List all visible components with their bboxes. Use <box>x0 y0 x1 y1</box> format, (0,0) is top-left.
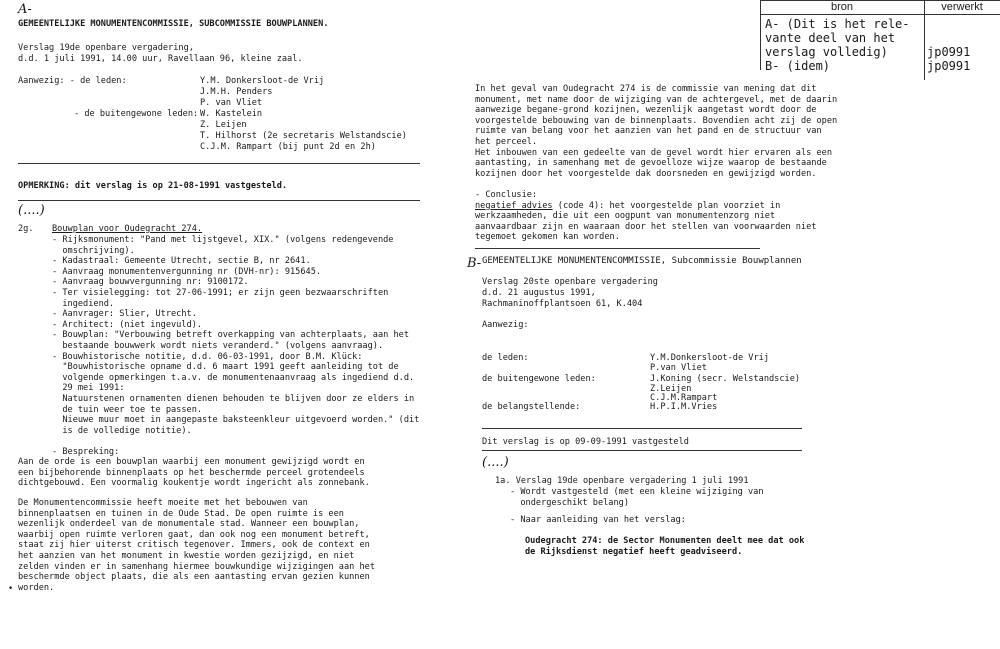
paragraph-line: het aanzien van het monument in kwestie worden gezijzigd, en niet <box>18 550 355 561</box>
member-name: C.J.M.Rampart <box>650 393 718 403</box>
item-title: Bouwplan voor Oudegracht 274. <box>52 224 203 234</box>
member-name: T. Hilhorst (2e secretaris Welstandscie) <box>200 131 407 141</box>
field-line: - Bouwplan: "Verbouwing betreft overkapping van achterplaats, aan het <box>52 330 409 341</box>
paragraph-line: een bijbehorende binnenplaats op het beschermde perceel grotendeels <box>18 467 365 478</box>
continued-paragraph <box>475 84 837 243</box>
ellipsis: (....) <box>18 203 45 218</box>
field-line: - Kadastraal: Gemeente Utrecht, sectie B, nr 2641. <box>52 256 311 267</box>
aanwezig-label: Aanwezig: <box>482 320 529 330</box>
advies-rest: (code 4): het voorgestelde plan voorziet in <box>552 200 781 211</box>
verwerkt-header: verwerkt <box>941 1 983 13</box>
field-line: de tuin weer toe te passen. <box>52 404 203 415</box>
paragraph-line: monument, met name door de wijziging van de achtergevel, met de daarin <box>475 94 838 105</box>
divider <box>482 428 802 429</box>
member-name: H.P.I.M.Vries <box>650 402 718 412</box>
field-line: - Architect: (niet ingevuld). <box>52 319 203 330</box>
doc-b-title: GEMEENTELIJKE MONUMENTENCOMMISSIE, Subcommissie Bouwplannen <box>482 256 802 266</box>
doc-b-mark: B- <box>467 256 482 271</box>
vastgesteld: Dit verslag is op 09-09-1991 vastgesteld <box>482 437 689 447</box>
field-line: - Aanvraag monumentenvergunning nr (DVH-nr): 915645. <box>52 266 322 277</box>
paragraph-line: staat zij hier uiterst critisch tegenover. Immers, ook de context en <box>18 540 370 551</box>
conclusie-label: - Conclusie: <box>475 189 538 200</box>
doc-b-verslag: d.d. 21 augustus 1991, <box>482 288 596 298</box>
bespreking-label: - Bespreking: <box>52 446 120 457</box>
paragraph-line: werkzaamheden, die uit een oogpunt van monumentenzorg niet <box>475 211 776 222</box>
divider <box>18 200 420 201</box>
paragraph-line: aantasting, in samenhang met de gevoelloze wijze waarop de bestaande <box>475 158 827 169</box>
divider <box>18 163 420 164</box>
item-number: 2g. <box>18 224 34 234</box>
sub-line: - Naar aanleiding van het verslag: <box>510 515 686 525</box>
member-name: P. van Vliet <box>200 98 263 108</box>
note-code: jp0991 <box>927 59 971 73</box>
bespreking-text <box>18 457 370 489</box>
paragraph-line: kozijnen door het voorgestelde dak doorsneden en gewijzigd worden. <box>475 168 817 179</box>
advies-label: negatief advies <box>475 200 553 211</box>
advies-line <box>475 201 837 212</box>
field-line: - Ter visielegging: tot 27-06-1991; er zijn geen bezwaarschriften <box>52 287 389 298</box>
ellipsis: (....) <box>482 455 509 470</box>
opmerking: OPMERKING: dit verslag is op 21-08-1991 vastgesteld. <box>18 181 288 191</box>
belangstellende-label: de belangstellende: <box>482 402 581 412</box>
member-name: J.Koning (secr. Welstandscie) <box>650 374 801 384</box>
paragraph-line: wezenlijk onderdeel van de monumentale stad. Wanneer een bouwplan, <box>18 519 360 530</box>
paragraph-line: Aan de orde is een bouwplan waarbij een monument gewijzigd wordt en <box>18 457 365 467</box>
field-line: - Aanvraag bouwvergunning nr: 9100172. <box>52 277 249 288</box>
bron-header: bron <box>830 1 854 13</box>
paragraph-line: aanvaardbaar zijn en waaraan door het stellen van voorwaarden niet <box>475 221 817 232</box>
field-line: is de volledige notitie). <box>52 425 192 436</box>
doc-b-verslag: Rachmaninoffplantsoen 61, K.404 <box>482 299 643 309</box>
leden-label: de leden: <box>482 353 529 363</box>
doc-b-verslag: Verslag 20ste openbare vergadering <box>482 277 658 287</box>
field-line: volgende opmerkingen t.a.v. de monumentenaanvraag als ingediend d.d. <box>52 372 415 383</box>
paragraph-line: tegemoet gekomen kan worden. <box>475 232 620 243</box>
paragraph-line: zelden vinden er in samenhang hiermee bouwkundige wijzigingen aan het <box>18 561 375 572</box>
divider <box>482 450 802 451</box>
member-name: Y.M.Donkersloot-de Vrij <box>650 353 769 363</box>
buitengewone-label: - de buitengewone leden: <box>74 109 199 119</box>
bullet-dot: • <box>8 584 14 594</box>
paragraph-line: waarbij open ruimte verloren gaat, dan ook nog een monument betreft, <box>18 529 370 540</box>
outcome-line: Oudegracht 274: de Sector Monumenten deelt mee dat ook <box>525 536 805 546</box>
field-line: Natuurstenen ornamenten dienen behouden te blijven door ze elders in <box>52 393 415 404</box>
field-line: bestaande bouwwerk wordt niets veranderd." (volgens aanvraag). <box>52 340 384 351</box>
member-name: C.J.M. Rampart (bij punt 2d en 2h) <box>200 142 376 152</box>
paragraph-line: Het inbouwen van een gedeelte van de gevel wordt hier ervaren als een <box>475 147 832 158</box>
paragraph-line: De Monumentencommissie heeft moeite met het bebouwen van <box>18 498 308 508</box>
note-line: vante deel van het <box>765 31 896 45</box>
monumenten-paragraph <box>18 498 375 593</box>
note-code: jp0991 <box>927 45 971 59</box>
item-fields <box>52 235 419 457</box>
member-name: P.van Vliet <box>650 363 707 373</box>
doc-a-mark: A- <box>18 2 32 17</box>
member-name: Z.Leijen <box>650 384 692 394</box>
member-name: Y.M. Donkersloot-de Vrij <box>200 76 325 86</box>
sub-line: - Wordt vastgesteld (met een kleine wijziging van <box>510 487 764 497</box>
field-line: omschrijving). <box>52 245 135 256</box>
field-line: 29 mei 1991: <box>52 383 125 394</box>
doc-a-verslag: Verslag 19de openbare vergadering, <box>18 43 194 53</box>
field-line: - Bouwhistorische notitie, d.d. 06-03-1991, door B.M. Klück: <box>52 351 363 362</box>
member-name: Z. Leijen <box>200 120 247 130</box>
sub-line: ondergeschikt belang) <box>510 498 629 508</box>
paragraph-line: binnenplaatsen en tuinen in de Oude Stad. De open ruimte is een <box>18 508 344 519</box>
note-line: A- (Dit is het rele- <box>765 17 910 31</box>
paragraph-line: aanwezige begane-grond kozijnen, wezenlijk aangetast wordt door de <box>475 105 817 116</box>
outcome-line: de Rijksdienst negatief heeft geadviseerd. <box>525 547 743 557</box>
field-line: ingediend. <box>52 298 115 309</box>
member-name: J.M.H. Penders <box>200 87 273 97</box>
doc-a-verslag: d.d. 1 juli 1991, 14.00 uur, Ravellaan 96, kleine zaal. <box>18 54 303 64</box>
field-line: "Bouwhistorische opname d.d. 6 maart 1991 geeft aanleiding tot de <box>52 362 399 373</box>
doc-a-title: GEMEENTELIJKE MONUMENTENCOMMISSIE, SUBCOMMISSIE BOUWPLANNEN. <box>18 19 329 29</box>
member-name: W. Kastelein <box>200 109 263 119</box>
paragraph-line: voorgestelde bebouwing van de binnenplaats. Bovendien acht zij de open <box>475 115 838 126</box>
paragraph-line: het perceel. <box>475 136 538 147</box>
note-line: verslag volledig) <box>765 45 888 59</box>
paragraph-line: ruimte van belang voor het aanzien van het pand en de structuur van <box>475 126 822 137</box>
divider <box>475 248 760 249</box>
aanwezig-label: Aanwezig: - de leden: <box>18 76 127 86</box>
field-line: Nieuwe muur moet in aangepaste baksteenkleur uitgevoerd worden." (dit <box>52 415 420 426</box>
field-line: - Rijksmonument: "Pand met lijstgevel, XIX." (volgens redengevende <box>52 235 394 245</box>
paragraph-line: worden. <box>18 582 55 593</box>
paragraph-line: In het geval van Oudegracht 274 is de commissie van mening dat dit <box>475 84 817 94</box>
note-line: B- (idem) <box>765 59 831 73</box>
paragraph-line: dichtgebouwd. Een voormalig koukentje wordt ingericht als zonnebank. <box>18 478 370 489</box>
header-under-rule <box>760 14 1000 15</box>
buitengewone-label: de buitengewone leden: <box>482 374 596 384</box>
paragraph-line: beschermde object plaats, die als een aantasting ervan gezien kunnen <box>18 572 370 583</box>
field-line: - Aanvrager: Slier, Utrecht. <box>52 309 197 320</box>
item-1a: 1a. Verslag 19de openbare vergadering 1 juli 1991 <box>495 476 749 486</box>
